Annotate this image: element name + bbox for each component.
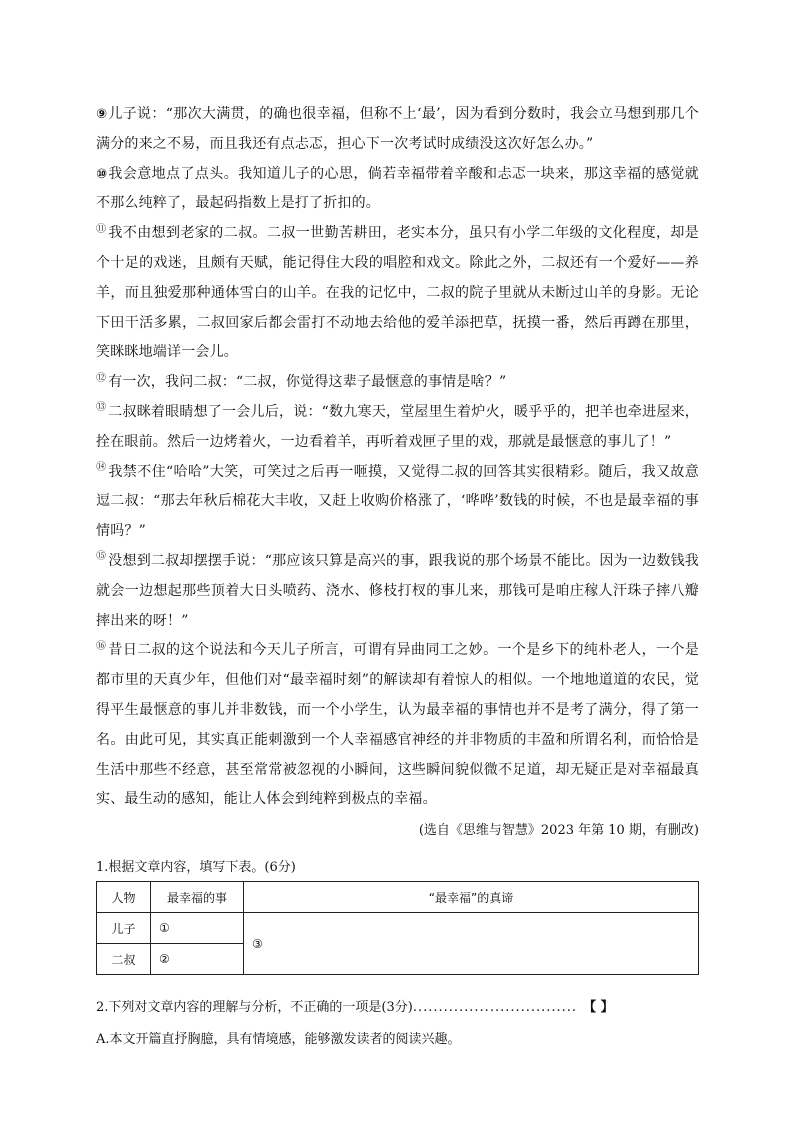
paragraph-12 — [96, 368, 699, 398]
paragraph-text: 有一次，我问二叔：“二叔，你觉得这辈子最惬意的事情是啥？” — [108, 374, 507, 391]
paragraph-16 — [96, 636, 699, 815]
paragraph-marker: ⑬ — [96, 402, 107, 414]
paragraph-marker: ⑪ — [96, 223, 107, 235]
table-cell-blank-1[interactable]: ① — [151, 913, 244, 944]
paragraph-9 — [96, 100, 699, 160]
table-row — [97, 913, 699, 944]
paragraph-marker: ⑯ — [96, 640, 107, 652]
document-page — [96, 100, 699, 1051]
paragraph-marker: ⑩ — [96, 166, 108, 182]
paragraph-text: 二叔眯着眼睛想了一会儿后，说：“数九寒天，堂屋里生着炉火，暖乎乎的，把羊也牵进屋来，拴在眼前。然后一边烤着火，一边看着羊，再听着戏匣子里的戏，那就是最惬意的事儿了！” — [96, 403, 699, 450]
paragraph-text: 我会意地点了点头。我知道儿子的心思，倘若幸福带着辛酸和忐忑一块来，那这幸福的感觉就不那么纯粹了，最起码指数上是打了折扣的。 — [96, 165, 699, 212]
question-2-option-a: A.本文开篇直抒胸臆，具有情境感，能够激发读者的阅读兴趣。 — [96, 1032, 461, 1048]
paragraph-10 — [96, 160, 699, 220]
paragraph-marker: ⑨ — [96, 107, 108, 122]
table-header-row — [97, 882, 699, 913]
paragraph-text: 我禁不住“哈哈”大笑，可笑过之后再一咂摸，又觉得二叔的回答其实很精彩。随后，我又故意逗二叔：“那去年秋后棉花大丰收，又赶上收购价格涨了，‘哗哗’数钱的时候，不也是最幸福的事情吗？” — [96, 463, 700, 540]
paragraph-text: 昔日二叔的这个说法和今天儿子所言，可谓有异曲同工之妙。一个是乡下的纯朴老人，一个是都市里的天真少年，但他们对“最幸福时刻”的解读却有着惊人的相似。一个地地道道的农民，觉得平生最惬意的事儿并非数钱，而一个小学生，认为最幸福的事情也并不是考了满分，得了第一名。由此可见，其实真正能刺激到一个人幸福感官神经的并非物质的丰盈和所谓名利，而恰恰是生活中那些不经意，甚至常常被忽视的小瞬间，这些瞬间貌似微不足道，却无疑正是对幸福最真实、最生动的感知，能让人体会到纯粹到极点的幸福。 — [96, 642, 700, 808]
paragraph-11 — [96, 219, 699, 368]
question-2-prompt-line — [96, 997, 699, 1019]
paragraph-14 — [96, 458, 699, 547]
table-cell-blank-2[interactable]: ② — [151, 944, 244, 975]
paragraph-marker: ⑫ — [96, 372, 107, 384]
paragraph-text: 我不由想到老家的二叔。二叔一世勤苦耕田，老实本分，虽只有小学二年级的文化程度，却是个十足的戏迷，且颇有天赋，能记得住大段的唱腔和戏文。除此之外，二叔还有一个爱好——养羊，而且独爱那种通体雪白的山羊。在我的记忆中，二叔的院子里就从未断过山羊的身影。无论下田干活多累，二叔回家后都会雷打不动地去给他的爱羊添把草，抚摸一番，然后再蹲在那里，笑眯眯地端详一会儿。 — [96, 225, 700, 361]
paragraph-text: 儿子说：“那次大满贯，的确也很幸福，但称不上‘最’，因为看到分数时，我会立马想到那几个满分的来之不易，而且我还有点忐忑，担心下一次考试时成绩没这次好怎么办。” — [96, 106, 699, 152]
paragraph-marker: ⑭ — [96, 461, 107, 473]
leader-dots: ................................ — [412, 1000, 578, 1016]
question-1-prompt: 1.根据文章内容，填写下表。(6分) — [96, 860, 296, 876]
table-cell-person: 二叔 — [97, 944, 151, 975]
paragraph-15 — [96, 547, 699, 636]
answer-table — [96, 881, 699, 975]
table-cell-person: 儿子 — [97, 913, 151, 944]
answer-bracket[interactable]: 【 】 — [583, 1000, 614, 1016]
table-cell-blank-3[interactable]: ③ — [244, 913, 699, 975]
table-header-true-meaning: “最幸福”的真谛 — [244, 882, 699, 913]
paragraph-text: 没想到二叔却摆摆手说：“那应该只算是高兴的事，跟我说的那个场景不能比。因为一边数钱我就会一边想起那些顶着大日头喷药、浇水、修枝打杈的事儿来，那钱可是咱庄稼人汗珠子摔八瓣摔出来的呀！” — [96, 552, 699, 629]
table-header-happiest-thing: 最幸福的事 — [151, 882, 244, 913]
paragraph-marker: ⑮ — [96, 551, 107, 563]
source-citation: (选自《思维与智慧》2023 年第 10 期，有删改) — [418, 823, 699, 839]
table-header-person: 人物 — [97, 882, 151, 913]
question-2-prompt: 2.下列对文章内容的理解与分析，不正确的一项是(3分) — [96, 1000, 413, 1016]
paragraph-13 — [96, 398, 699, 458]
